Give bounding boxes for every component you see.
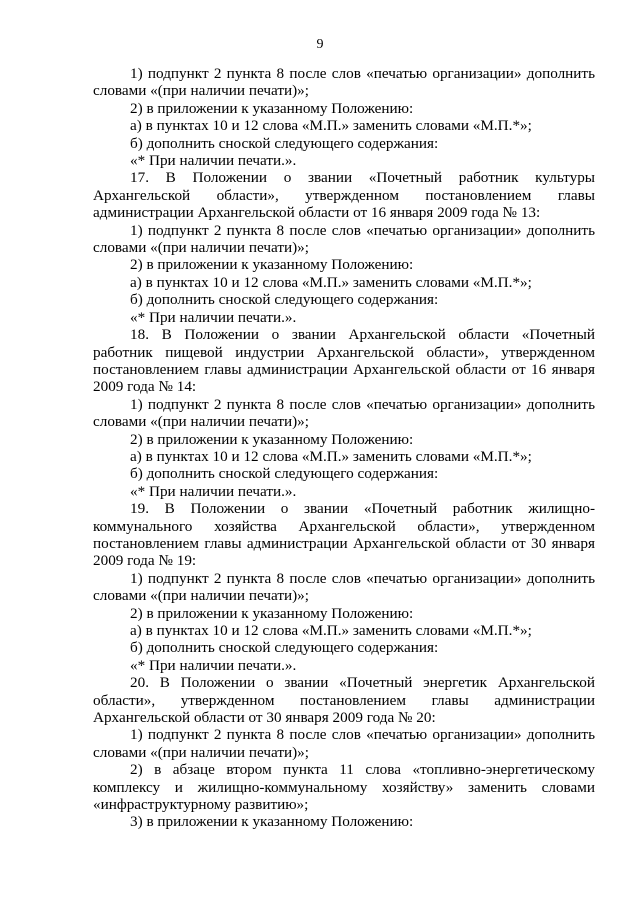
paragraph: б) дополнить сноской следующего содержания: — [130, 291, 439, 309]
paragraph: а) в пунктах 10 и 12 слова «М.П.» заменить словами «М.П.*»; — [130, 117, 532, 135]
section-heading-paragraph: 17. В Положении о звании «Почетный работник культуры Архангельской области», утвержденном постановлением главы администрации Архангельской области от 16 января 2009 года № 13: — [93, 169, 595, 222]
paragraph: 1) подпункт 2 пункта 8 после слов «печатью организации» дополнить словами «(при наличии печати)»; — [93, 726, 595, 761]
paragraph: 2) в абзаце втором пункта 11 слова «топливно-энергетическому комплексу и жилищно-коммунальному хозяйству» заменить словами «инфраструктурному развитию»; — [93, 761, 595, 814]
paragraph: «* При наличии печати.». — [130, 308, 297, 326]
paragraph: а) в пунктах 10 и 12 слова «М.П.» заменить словами «М.П.*»; — [130, 273, 532, 291]
paragraph: «* При наличии печати.». — [130, 482, 297, 500]
paragraph: 3) в приложении к указанному Положению: — [130, 813, 414, 831]
paragraph: 1) подпункт 2 пункта 8 после слов «печатью организации» дополнить словами «(при наличии печати)»; — [93, 569, 595, 605]
paragraph: 2) в приложении к указанному Положению: — [130, 256, 414, 274]
paragraph: 1) подпункт 2 пункта 8 после слов «печатью организации» дополнить словами «(при наличии печати)»; — [93, 65, 595, 100]
page-number: 9 — [316, 37, 324, 52]
paragraph: 2) в приложении к указанному Положению: — [130, 99, 414, 117]
paragraph: б) дополнить сноской следующего содержания: — [130, 639, 439, 657]
paragraph: 2) в приложении к указанному Положению: — [130, 430, 414, 448]
paragraph: а) в пунктах 10 и 12 слова «М.П.» заменить словами «М.П.*»; — [130, 447, 532, 465]
section-heading-paragraph: 19. В Положении о звании «Почетный работник жилищно-коммунального хозяйства Архангельской области», утвержденном постановлением главы администрации Архангельской области от 30 января 2009 года № 19: — [93, 500, 595, 570]
paragraph: 1) подпункт 2 пункта 8 после слов «печатью организации» дополнить словами «(при наличии печати)»; — [93, 395, 595, 431]
section-heading-paragraph: 18. В Положении о звании Архангельской области «Почетный работник пищевой индустрии Архангельской области», утвержденном постановлением главы администрации Архангельской области от 16 января 2009 года № 14: — [93, 326, 595, 396]
section-heading-paragraph: 20. В Положении о звании «Почетный энергетик Архангельской области», утвержденном постановлением главы администрации Архангельской области от 30 января 2009 года № 20: — [93, 674, 595, 727]
paragraph: 1) подпункт 2 пункта 8 после слов «печатью организации» дополнить словами «(при наличии печати)»; — [93, 221, 595, 257]
paragraph: б) дополнить сноской следующего содержания: — [130, 465, 439, 483]
document-body — [93, 65, 595, 831]
paragraph: б) дополнить сноской следующего содержания: — [130, 134, 439, 152]
paragraph: 2) в приложении к указанному Положению: — [130, 604, 414, 622]
paragraph: а) в пунктах 10 и 12 слова «М.П.» заменить словами «М.П.*»; — [130, 622, 532, 639]
paragraph: «* При наличии печати.». — [130, 656, 297, 674]
paragraph: «* При наличии печати.». — [130, 152, 297, 170]
